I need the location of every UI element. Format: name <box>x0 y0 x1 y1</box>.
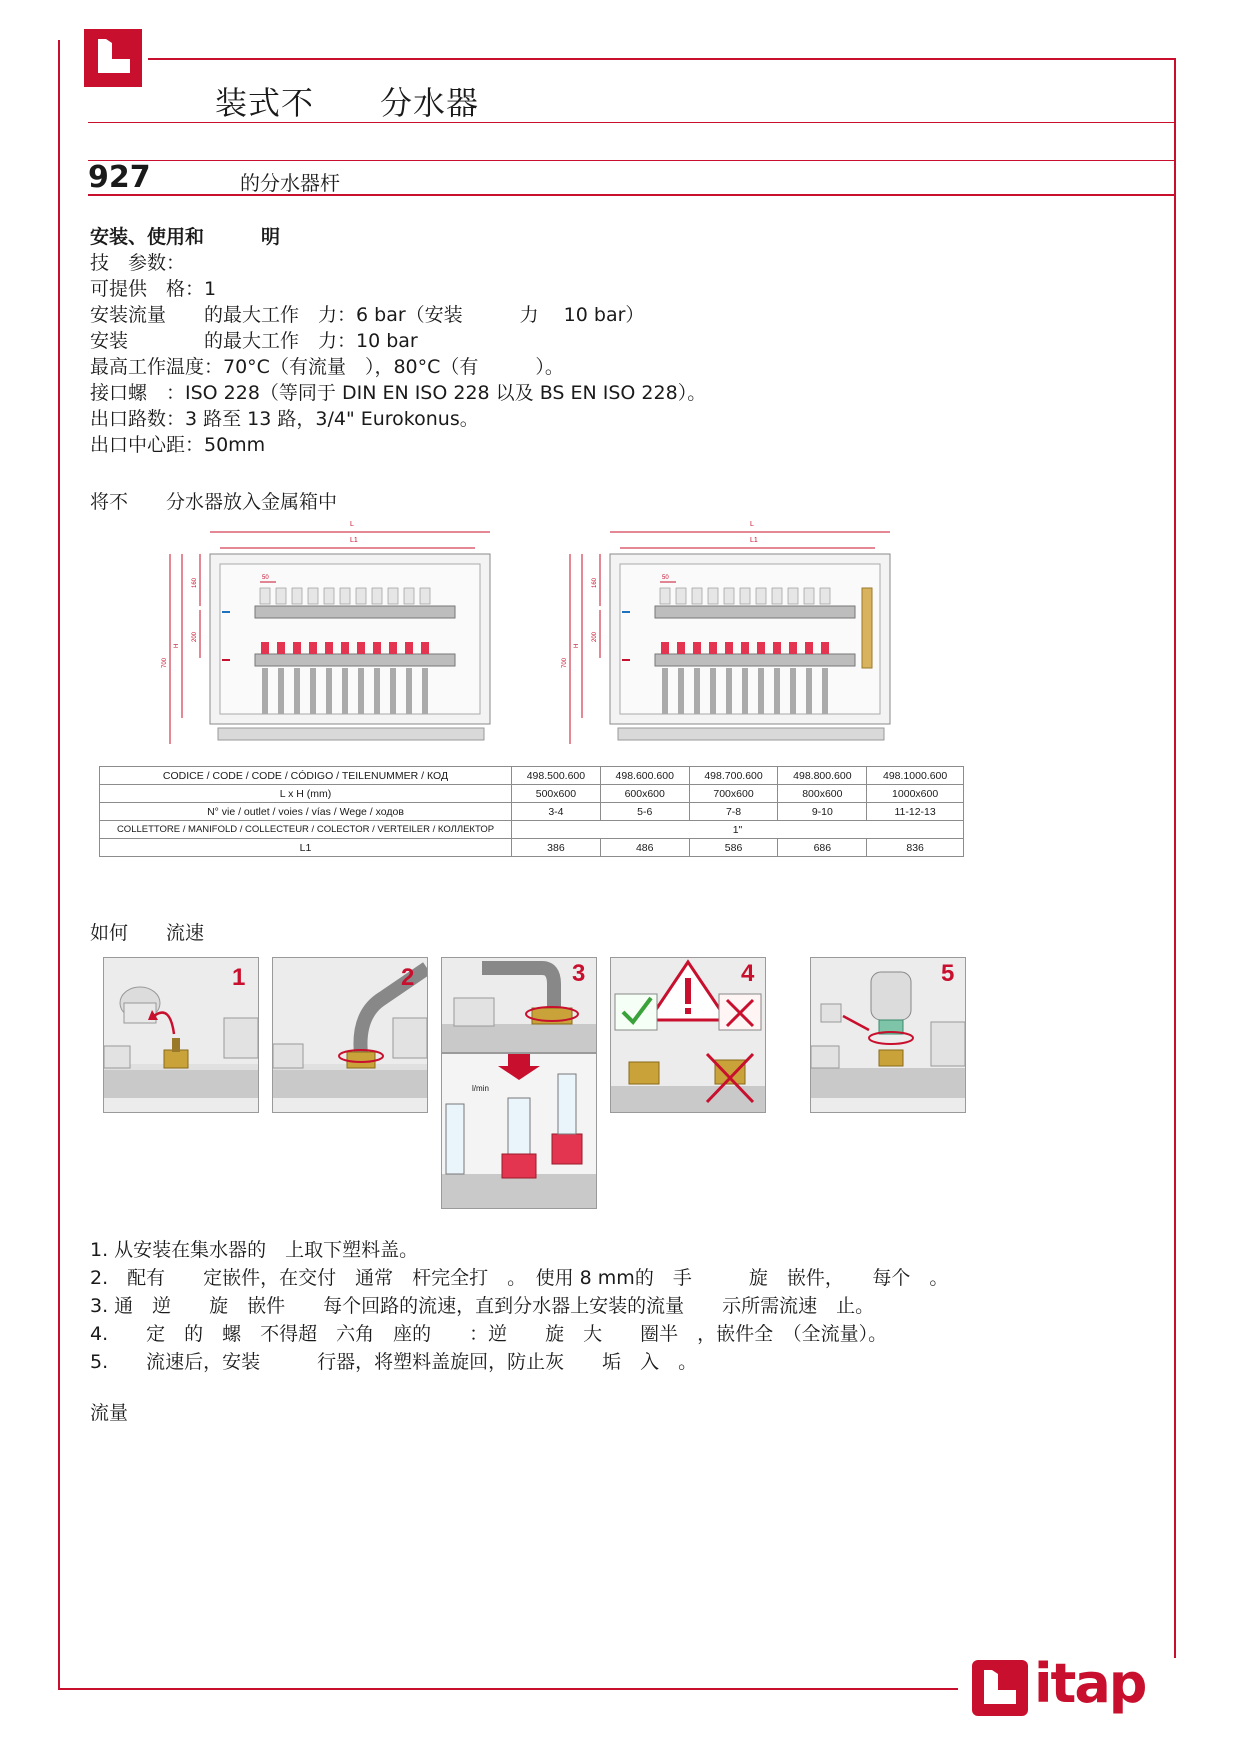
dim-L1: L1 <box>350 537 358 544</box>
table-cell: 386 <box>512 839 601 857</box>
table-cell: 498.1000.600 <box>867 767 964 785</box>
table-row <box>100 767 964 785</box>
product-code: 927 <box>88 160 151 195</box>
table-cell: 7-8 <box>689 803 778 821</box>
dimensions-table <box>99 766 964 857</box>
table-cell: 9-10 <box>778 803 867 821</box>
page-title: 装式不 分水器 <box>215 84 480 122</box>
table-header-cell: N° vie / outlet / voies / vías / Wege / ходов <box>100 803 512 821</box>
table-row <box>100 839 964 857</box>
product-name: 的分水器杆 <box>240 171 340 195</box>
dim-160: 160 <box>592 577 598 588</box>
dim-H: H <box>174 643 180 648</box>
brand-mark-icon <box>972 1660 1032 1716</box>
table-cell: 498.600.600 <box>600 767 689 785</box>
table-cell: 500x600 <box>512 785 601 803</box>
dim-L: L <box>750 521 754 528</box>
table-cell: 498.800.600 <box>778 767 867 785</box>
spec-line: 接口螺 ：ISO 228（等同于 DIN EN ISO 228 以及 BS EN ISO 228）。 <box>90 382 707 404</box>
step-3-photo-top <box>441 957 597 1053</box>
install-heading: 安装、使用和 明 <box>90 226 281 248</box>
table-cell: 498.500.600 <box>512 767 601 785</box>
logo-text: itap <box>1034 1652 1146 1715</box>
dim-700: 700 <box>562 657 568 668</box>
steps-list <box>90 1236 948 1376</box>
step-text: 4. 定 的 螺 不得超 六角 座的 ：逆 旋 大 圈半 ，嵌件全 （全流量）。 <box>90 1323 888 1345</box>
step-3-photo-bottom <box>441 1053 597 1209</box>
dim-50: 50 <box>262 575 269 581</box>
table-row <box>100 785 964 803</box>
dim-200: 200 <box>592 631 598 642</box>
dim-H: H <box>574 643 580 648</box>
step-text: 2. 配有 定嵌件，在交付 通常 杆完全打 。 使用 8 mm的 手 旋 嵌件， 每个 。 <box>90 1267 949 1289</box>
table-header-cell: L1 <box>100 839 512 857</box>
step-5-photo <box>810 957 966 1113</box>
table-row <box>100 821 964 839</box>
step-number: 2 <box>401 964 415 991</box>
flow-section-label: 如何 流速 <box>90 922 205 944</box>
spec-line: 出口中心距：50mm <box>90 434 266 456</box>
table-cell: 3-4 <box>512 803 601 821</box>
frame-right-line <box>1174 58 1176 1658</box>
step-text: 5. 流速后，安装 行器，将塑料盖旋回，防止灰 垢 入 。 <box>90 1351 698 1373</box>
table-cell: 486 <box>600 839 689 857</box>
table-header-cell: COLLETTORE / MANIFOLD / COLLECTEUR / COLECTOR / VERTEILER / КОЛЛЕКТОР <box>100 821 512 839</box>
table-cell: 498.700.600 <box>689 767 778 785</box>
product-topline <box>88 160 1174 161</box>
table-cell: 800x600 <box>778 785 867 803</box>
table-cell: 586 <box>689 839 778 857</box>
flow-meter-icon <box>442 1054 596 1208</box>
step-number: 3 <box>572 960 586 987</box>
box-section-label: 将不 分水器放入金属箱中 <box>90 491 338 513</box>
spec-line: 最高工作温度：70°C（有流量 ），80°C（有 ）。 <box>90 356 564 378</box>
dim-50: 50 <box>662 575 669 581</box>
table-header-cell: CODICE / CODE / CODE / CÓDIGO / TEILENUMMER / КОД <box>100 767 512 785</box>
table-header-cell: L x H (mm) <box>100 785 512 803</box>
dim-L1: L1 <box>750 537 758 544</box>
step-number: 5 <box>941 960 955 987</box>
table-cell: 686 <box>778 839 867 857</box>
lmin-label: l/min <box>472 1084 489 1093</box>
cabinet-drawing-right <box>560 518 900 748</box>
step-text: 1. 从安装在集水器的 上取下塑料盖。 <box>90 1239 419 1261</box>
step-text: 3. 通 逆 旋 嵌件 每个回路的流速，直到分水器上安装的流量 示所需流速 止。 <box>90 1295 875 1317</box>
cabinet-drawing-left <box>160 518 500 748</box>
step-1-photo <box>103 957 259 1113</box>
table-cell: 5-6 <box>600 803 689 821</box>
frame-left-line <box>58 40 60 1690</box>
table-cell: 1000x600 <box>867 785 964 803</box>
table-cell: 600x600 <box>600 785 689 803</box>
dim-200: 200 <box>192 631 198 642</box>
step-4-photo <box>610 957 766 1113</box>
dim-700: 700 <box>162 657 168 668</box>
spec-line: 安装流量 的最大工作 力：6 bar（安装 力 10 bar） <box>90 304 645 326</box>
dim-160: 160 <box>192 577 198 588</box>
frame-bottom-line <box>58 1688 958 1690</box>
table-cell: 700x600 <box>689 785 778 803</box>
table-row <box>100 803 964 821</box>
flow-rate-label: 流量 <box>90 1402 129 1424</box>
step-number: 1 <box>232 964 246 991</box>
table-cell: 836 <box>867 839 964 857</box>
spec-list <box>90 250 706 458</box>
corner-logo-icon <box>84 29 142 87</box>
spec-line: 可提供 格：1 <box>90 278 217 300</box>
step-number: 4 <box>741 960 755 987</box>
frame-top-line <box>148 58 1176 60</box>
spec-line: 出口路数：3 路至 13 路，3/4" Eurokonus。 <box>90 408 479 430</box>
itap-logo <box>972 1652 1150 1718</box>
dim-L: L <box>350 521 354 528</box>
table-cell: 11-12-13 <box>867 803 964 821</box>
spec-line: 安装 的最大工作 力：10 bar <box>90 330 418 352</box>
table-cell: 1" <box>512 821 964 839</box>
spec-line: 技 参数： <box>90 252 186 274</box>
step-2-photo <box>272 957 428 1113</box>
